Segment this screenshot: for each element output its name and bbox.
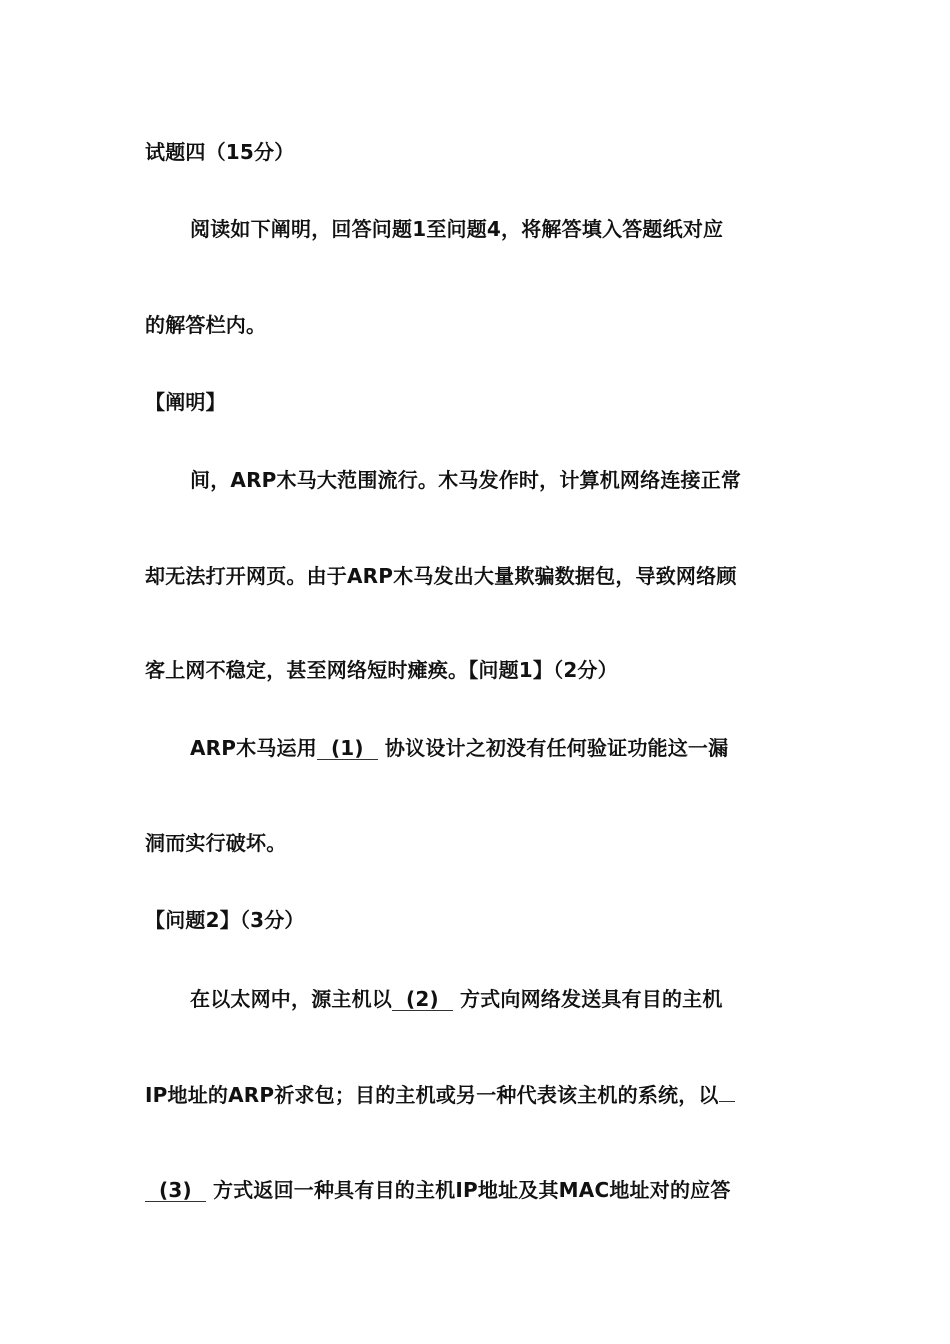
question-1-text-after: 协议设计之初没有任何验证功能这一漏 (384, 736, 729, 760)
blank-3-start (719, 1083, 735, 1102)
question-1-text-before: ARP木马运用 (190, 736, 317, 760)
question-1-line-2: 洞而实行破坏。 (145, 831, 287, 855)
question-2-heading: 【问题2】（3分） (145, 908, 305, 932)
intro-line-1: 阅读如下阐明，回答问题1至问题4，将解答填入答题纸对应 (190, 217, 724, 241)
question-2-line-2-text: IP地址的ARP祈求包；目的主机或另一种代表该主机的系统，以 (145, 1083, 719, 1107)
description-line-3: 客上网不稳定，甚至网络短时瘫痪。【问题1】（2分） (145, 658, 618, 682)
blank-2: (2) (392, 988, 453, 1011)
intro-line-2: 的解答栏内。 (145, 313, 267, 337)
question-2-line-3 (145, 1176, 810, 1204)
blank-3: (3) (145, 1179, 206, 1202)
question-2-line-1 (190, 985, 810, 1013)
question-2-line-3-text: 方式返回一种具有目的主机IP地址及其MAC地址对的应答 (212, 1178, 731, 1202)
question-2-text-before: 在以太网中，源主机以 (190, 987, 392, 1011)
question-1-line-1 (190, 734, 810, 762)
description-heading: 【阐明】 (145, 390, 226, 414)
blank-1: (1) (317, 737, 378, 760)
question-2-line-2 (145, 1081, 810, 1109)
description-line-2: 却无法打开网页。由于ARP木马发出大量欺骗数据包，导致网络顾 (145, 564, 737, 588)
description-line-1: 间，ARP木马大范围流行。木马发作时，计算机网络连接正常 (190, 468, 742, 492)
question-2-text-after: 方式向网络发送具有目的主机 (459, 987, 723, 1011)
question-title: 试题四（15分） (145, 140, 295, 164)
